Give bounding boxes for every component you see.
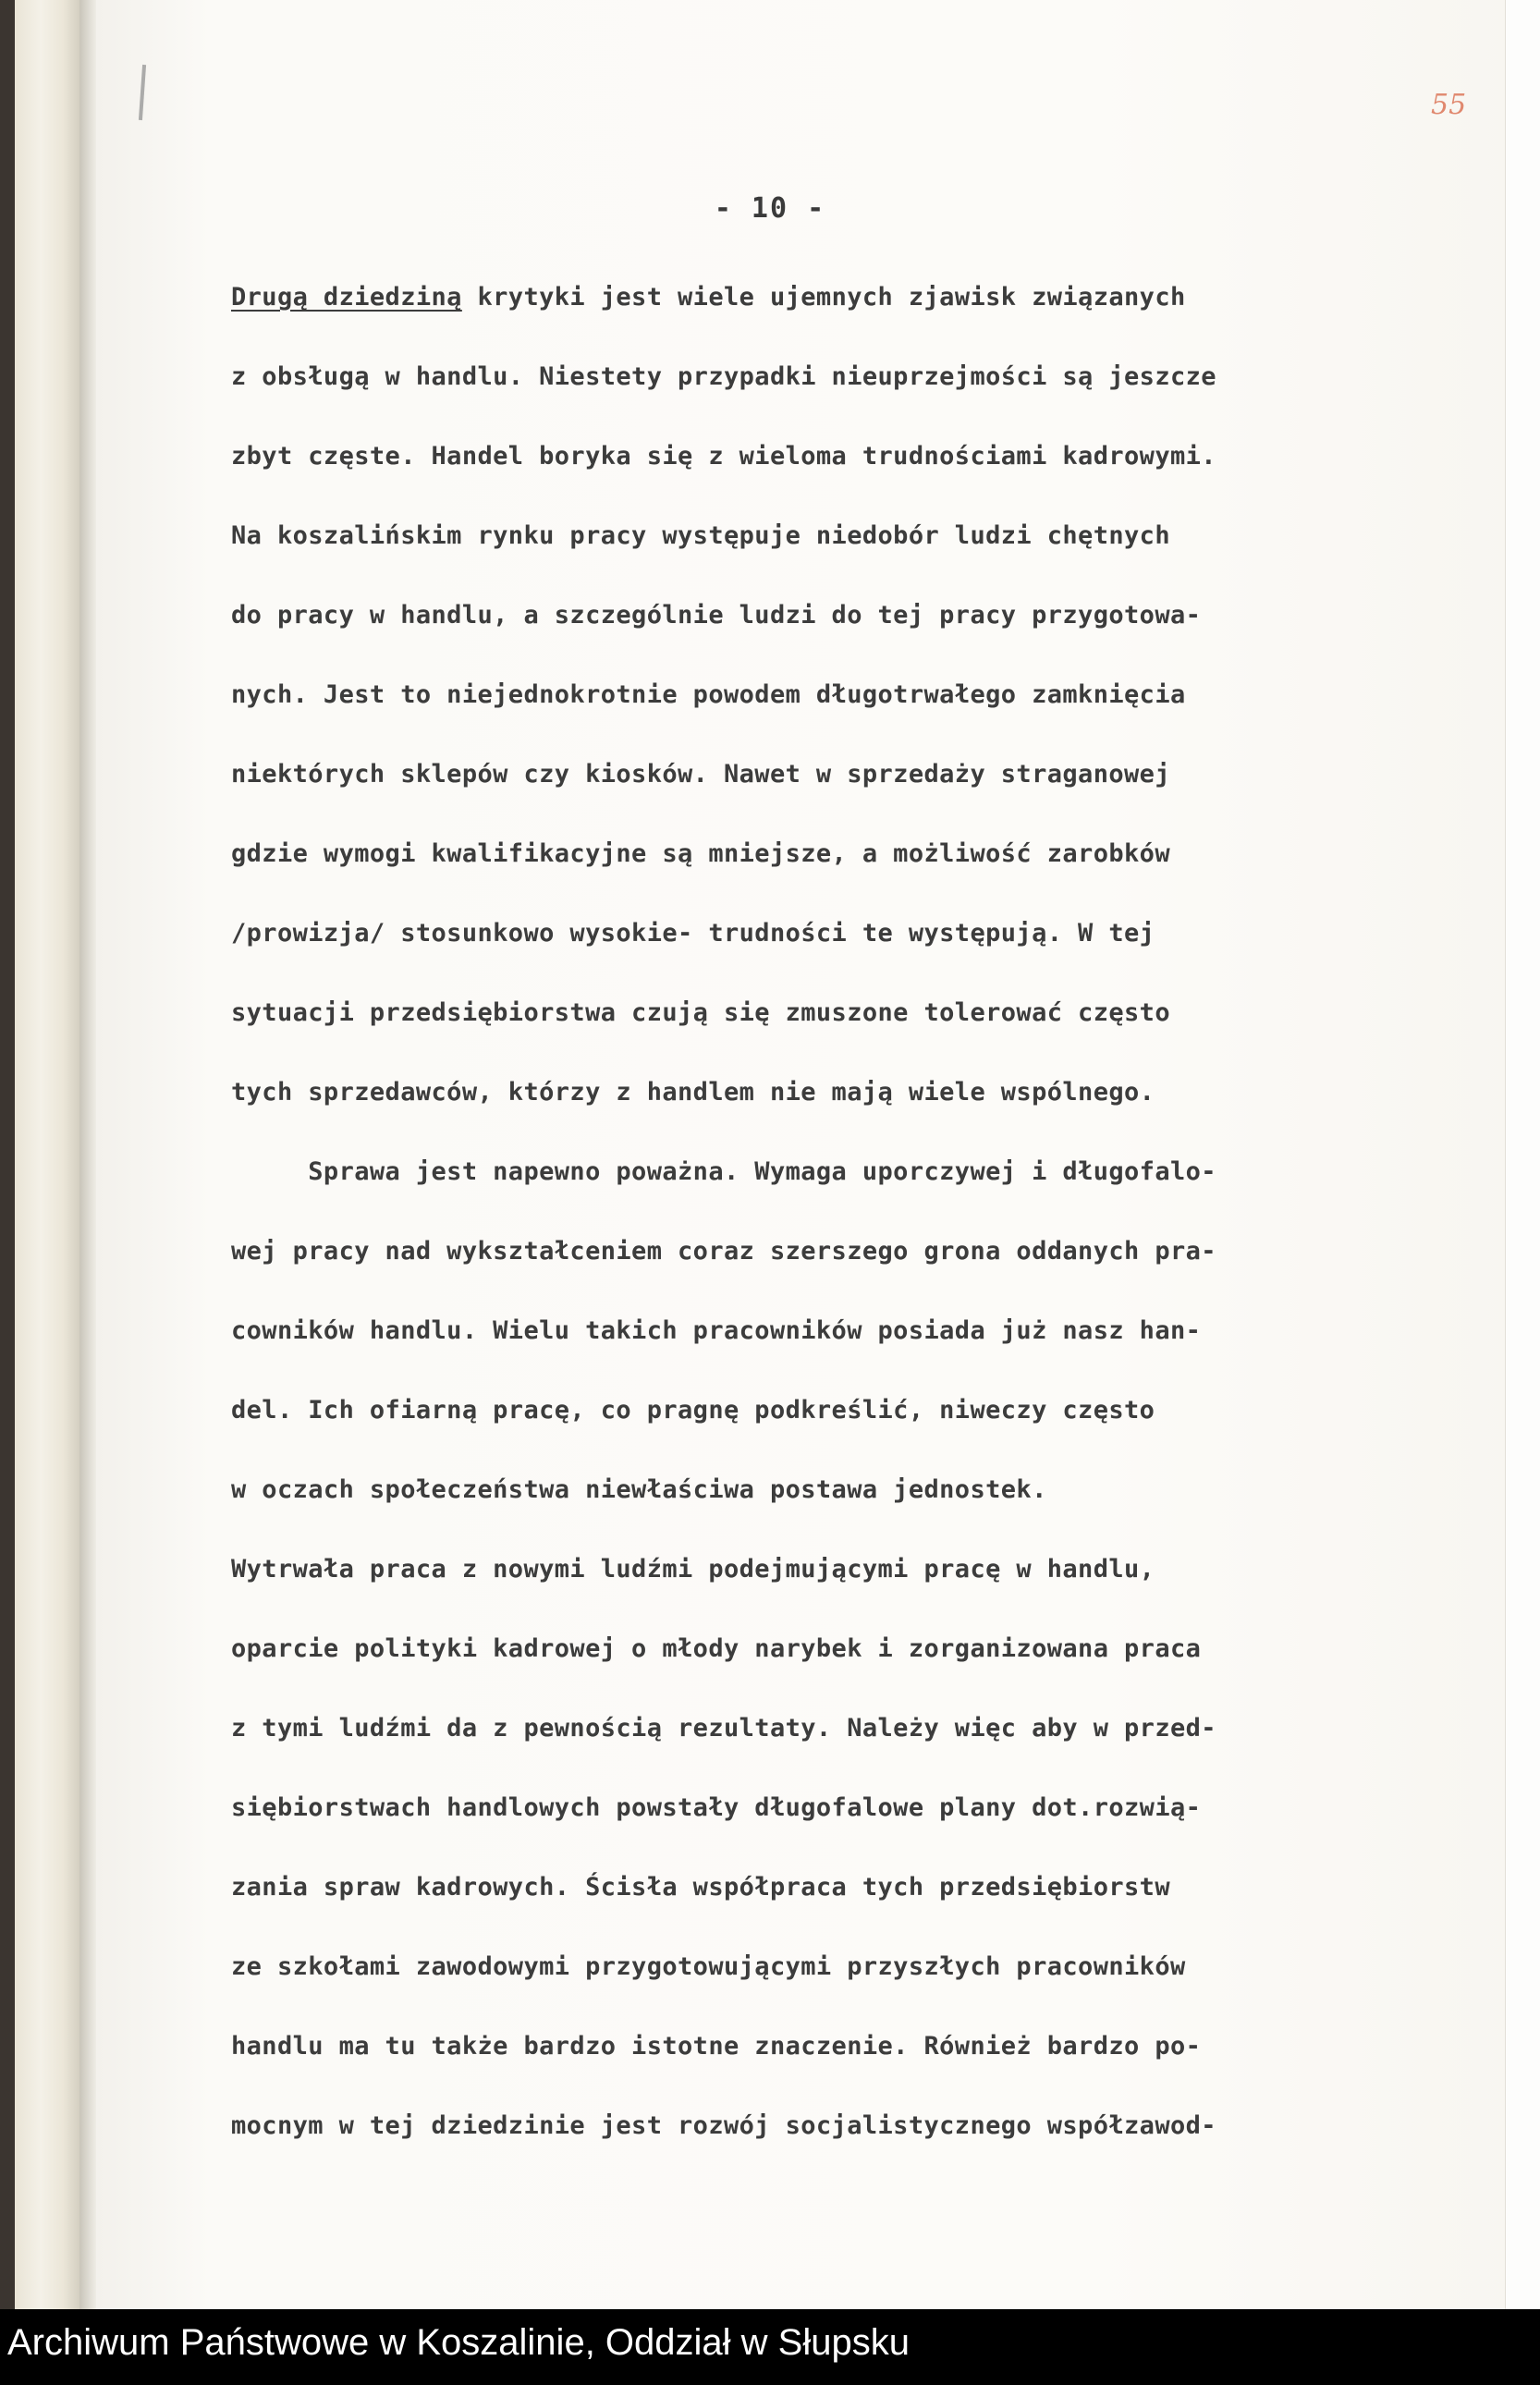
text-line: wej pracy nad wykształceniem coraz szerszego grona oddanych pra- xyxy=(231,1237,1216,1266)
text-line: z obsługą w handlu. Niestety przypadki nieuprzejmości są jeszcze xyxy=(231,362,1216,391)
text-line: ze szkołami zawodowymi przygotowującymi przyszłych pracowników xyxy=(231,1952,1186,1981)
text-line: del. Ich ofiarną pracę, co pragnę podkreślić, niweczy często xyxy=(231,1396,1155,1425)
text-line: gdzie wymogi kwalifikacyjne są mniejsze, a możliwość zarobków xyxy=(231,839,1170,868)
text-line: tych sprzedawców, którzy z handlem nie mają wiele wspólnego. xyxy=(231,1078,1155,1107)
text-line: /prowizja/ stosunkowo wysokie- trudności te występują. W tej xyxy=(231,919,1155,948)
binding-edge xyxy=(0,0,15,2309)
text-line: cowników handlu. Wielu takich pracowników posiada już nasz han- xyxy=(231,1316,1202,1345)
text-line: sytuacji przedsiębiorstwa czują się zmuszone tolerować często xyxy=(231,998,1170,1027)
text-line: zbyt częste. Handel boryka się z wieloma trudnościami kadrowymi. xyxy=(231,442,1216,471)
page-number: - 10 - xyxy=(714,192,826,225)
text-line: handlu ma tu także bardzo istotne znaczenie. Również bardzo po- xyxy=(231,2032,1202,2061)
archive-attribution: Archiwum Państwowe w Koszalinie, Oddział w Słupsku xyxy=(7,2322,910,2363)
text-line: Wytrwała praca z nowymi ludźmi podejmującymi pracę w handlu, xyxy=(231,1555,1155,1584)
text-line-rest: krytyki jest wiele ujemnych zjawisk związanych xyxy=(461,283,1186,312)
folio-number: 55 xyxy=(1431,89,1467,121)
text-line: niektórych sklepów czy kiosków. Nawet w sprzedaży straganowej xyxy=(231,760,1170,789)
text-line: Sprawa jest napewno poważna. Wymaga uporczywej i długofalo- xyxy=(231,1157,1216,1186)
text-line: siębiorstwach handlowych powstały długofalowe plany dot.rozwią- xyxy=(231,1793,1202,1822)
text-line: z tymi ludźmi da z pewnością rezultaty. Należy więc aby w przed- xyxy=(231,1714,1216,1743)
text-line: nych. Jest to niejednokrotnie powodem długotrwałego zamknięcia xyxy=(231,680,1186,709)
text-line: w oczach społeczeństwa niewłaściwa postawa jednostek. xyxy=(231,1475,1047,1504)
text-line: oparcie polityki kadrowej o młody narybek i zorganizowana praca xyxy=(231,1634,1202,1663)
text-line: Na koszalińskim rynku pracy występuje niedobór ludzi chętnych xyxy=(231,521,1170,550)
text-line: mocnym w tej dziedzinie jest rozwój socjalistycznego współzawod- xyxy=(231,2111,1216,2140)
text-line: zania spraw kadrowych. Ścisła współpraca tych przedsiębiorstw xyxy=(231,1873,1170,1902)
binding-paper-strip xyxy=(15,0,79,2309)
binding-shadow xyxy=(79,0,96,2309)
text-line: do pracy w handlu, a szczególnie ludzi do tej pracy przygotowa- xyxy=(231,601,1202,630)
page-right-edge xyxy=(1505,0,1540,2309)
text-line xyxy=(231,283,1186,312)
underlined-lead: Drugą dziedziną xyxy=(231,283,462,312)
